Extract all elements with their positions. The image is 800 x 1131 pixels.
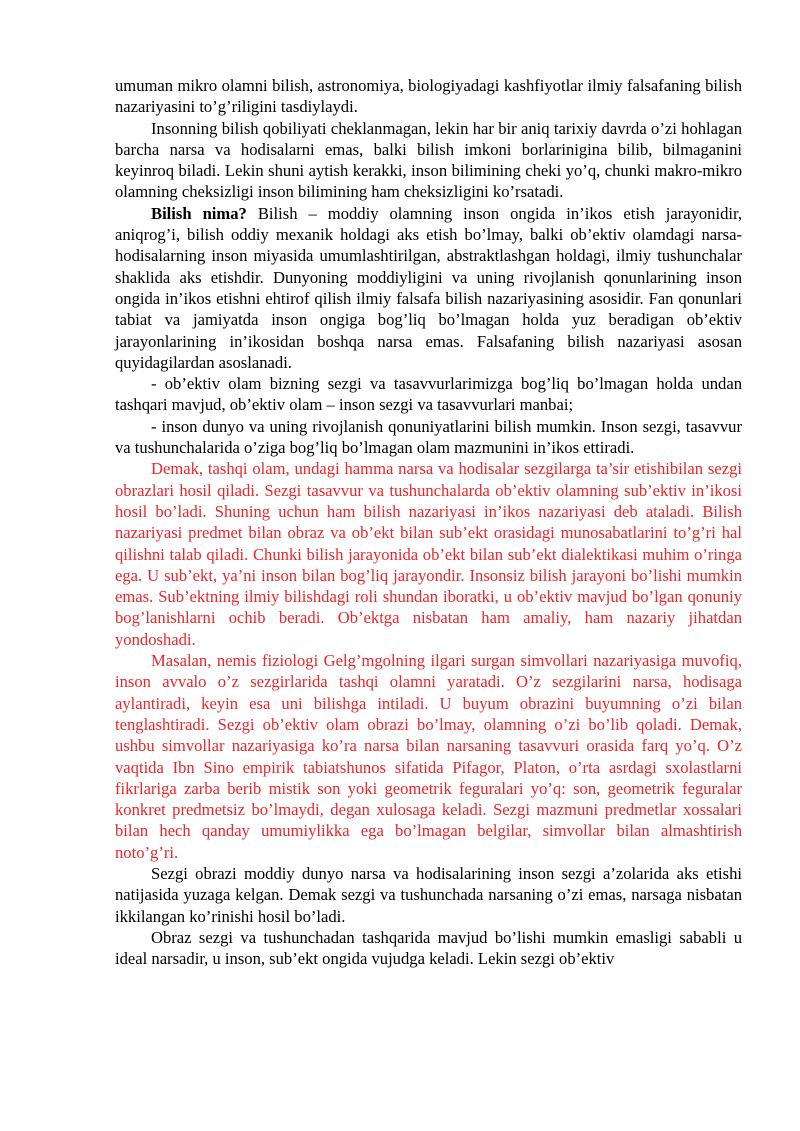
highlighted-paragraph-2: Masalan, nemis fiziologi Gelg’mgolning ilgari surgan simvollari nazariyasiga muvofiq, inson avvalo o’z sezgirlarida tashqi olamni yaratadi. O’z sezgilarini narsa, hodisaga aylantiradi, keyin esa uni bilishga intiladi. U buyum obrazini buyumning o’zi bilan tenglashtiradi. Sezgi ob’ektiv olam obrazi bo’lmay, olamning o’zi bo’lib qoladi. Demak, ushbu simvollar nazariyasiga ko’ra narsa bilan narsaning tasavvuri orasida farq yo’q. O’z vaqtida Ibn Sino empirik tabiatshunos sifatida Pifagor, Platon, o’rta asrdagi sxolastlarni fikrlariga zarba berib mistik son yoki geometrik feguralari yo’q: son, geometrik feguralar konkret predmetsiz bo’lmaydi, degan xulosaga keladi. Sezgi mazmuni predmetlar xossalari bilan hech qanday umumiylikka ega bo’lmagan belgilar, simvollar bilan almashtirish noto’g’ri. (115, 651, 742, 862)
section-heading-bilish-nima: Bilish nima? (151, 203, 247, 223)
list-item-2: - inson dunyo va uning rivojlanish qonuniyatlarini bilish mumkin. Inson sezgi, tasavvur va tushunchalarida o’ziga bog’liq bo’lmagan olam mazmunini in’ikos ettiradi. (115, 416, 742, 458)
paragraph-3-body: Bilish – moddiy olamning inson ongida in’ikos etish jarayonidir, aniqrog’i, bilish oddiy mexanik holdagi aks etish bo’lmay, balki ob’ektiv olamdagi narsa-hodisalarning inson miyasida umumlashtirilgan, abstraktlashgan holdagi, ilmiy tushunchalar shaklida aks etishdir. Dunyoning moddiyligini va uning rivojlanish qonunlarining inson ongida in’ikos etishni ehtirof qilish ilmiy falsafa bilish nazariyasining asosidir. Fan qonunlari tabiat va jamiyatda inson ongiga bog’liq bo’lmagan holda yuz beradigan ob’ektiv jarayonlarining in’ikosidan boshqa narsa emas. Falsafaning bilish nazariyasi asosan quyidagilardan asoslanadi. (115, 203, 742, 372)
paragraph-8: Sezgi obrazi moddiy dunyo narsa va hodisalarining inson sezgi a’zolarida aks etishi natijasida yuzaga kelgan. Demak sezgi va tushunchada narsaning o’zi emas, narsaga nisbatan ikkilangan ko’rinishi hosil bo’ladi. (115, 863, 742, 926)
document-page (115, 75, 742, 969)
list-item-1: - ob’ektiv olam bizning sezgi va tasavvurlarimizga bog’liq bo’lmagan holda undan tashqari mavjud, ob’ektiv olam – inson sezgi va tasavvurlari manbai; (115, 374, 742, 415)
highlighted-paragraph-1: Demak, tashqi olam, undagi hamma narsa va hodisalar sezgilarga ta’sir etishibilan sezgi obrazlari hosil qiladi. Sezgi tasavvur va tushunchalarda ob’ektiv olamning sub’ektiv in’ikosi hosil bo’ladi. Shuning uchun ham bilish nazariyasi in’ikos nazariyasi deb ataladi. Bilish nazariyasi predmet bilan obraz va ob’ekt bilan sub’ekt orasidagi munosabatlarini to’g’ri hal qilishni talab qiladi. Chunki bilish jarayonida ob’ekt bilan sub’ekt dialektikasi muhim o’ringa ega. U sub’ekt, ya’ni inson bilan bog’liq jarayondir. Insonsiz bilish jarayoni bo’lishi mumkin emas. Sub’ektning ilmiy bilishdagi roli shundan iboratki, u ob’ektiv mavjud bo’lgan qonuniy bog’lanishlarni ochib beradi. Ob’ektga nisbatan ham amaliy, ham nazariy jihatdan yondoshadi. (115, 459, 742, 649)
paragraph-3 (115, 203, 742, 373)
paragraph-2: Insonning bilish qobiliyati cheklanmagan, lekin har bir aniq tarixiy davrda o’zi hohlagan barcha narsa va hodisalarni emas, balki bilish imkoni borlarinigina bilib, bilmaganini keyinroq biladi. Lekin shuni aytish kerakki, inson bilimining cheki yo’q, chunki makro-mikro olamning cheksizligi inson bilimining ham cheksizligini ko’rsatadi. (115, 118, 742, 202)
paragraph-9: Obraz sezgi va tushunchadan tashqarida mavjud bo’lishi mumkin emasligi sababli u ideal narsadir, u inson, sub’ekt ongida vujudga keladi. Lekin sezgi ob’ektiv (115, 927, 742, 969)
paragraph-1: umuman mikro olamni bilish, astronomiya, biologiyadagi kashfiyotlar ilmiy falsafaning bilish nazariyasini to’g’riligini tasdiylaydi. (115, 76, 742, 117)
